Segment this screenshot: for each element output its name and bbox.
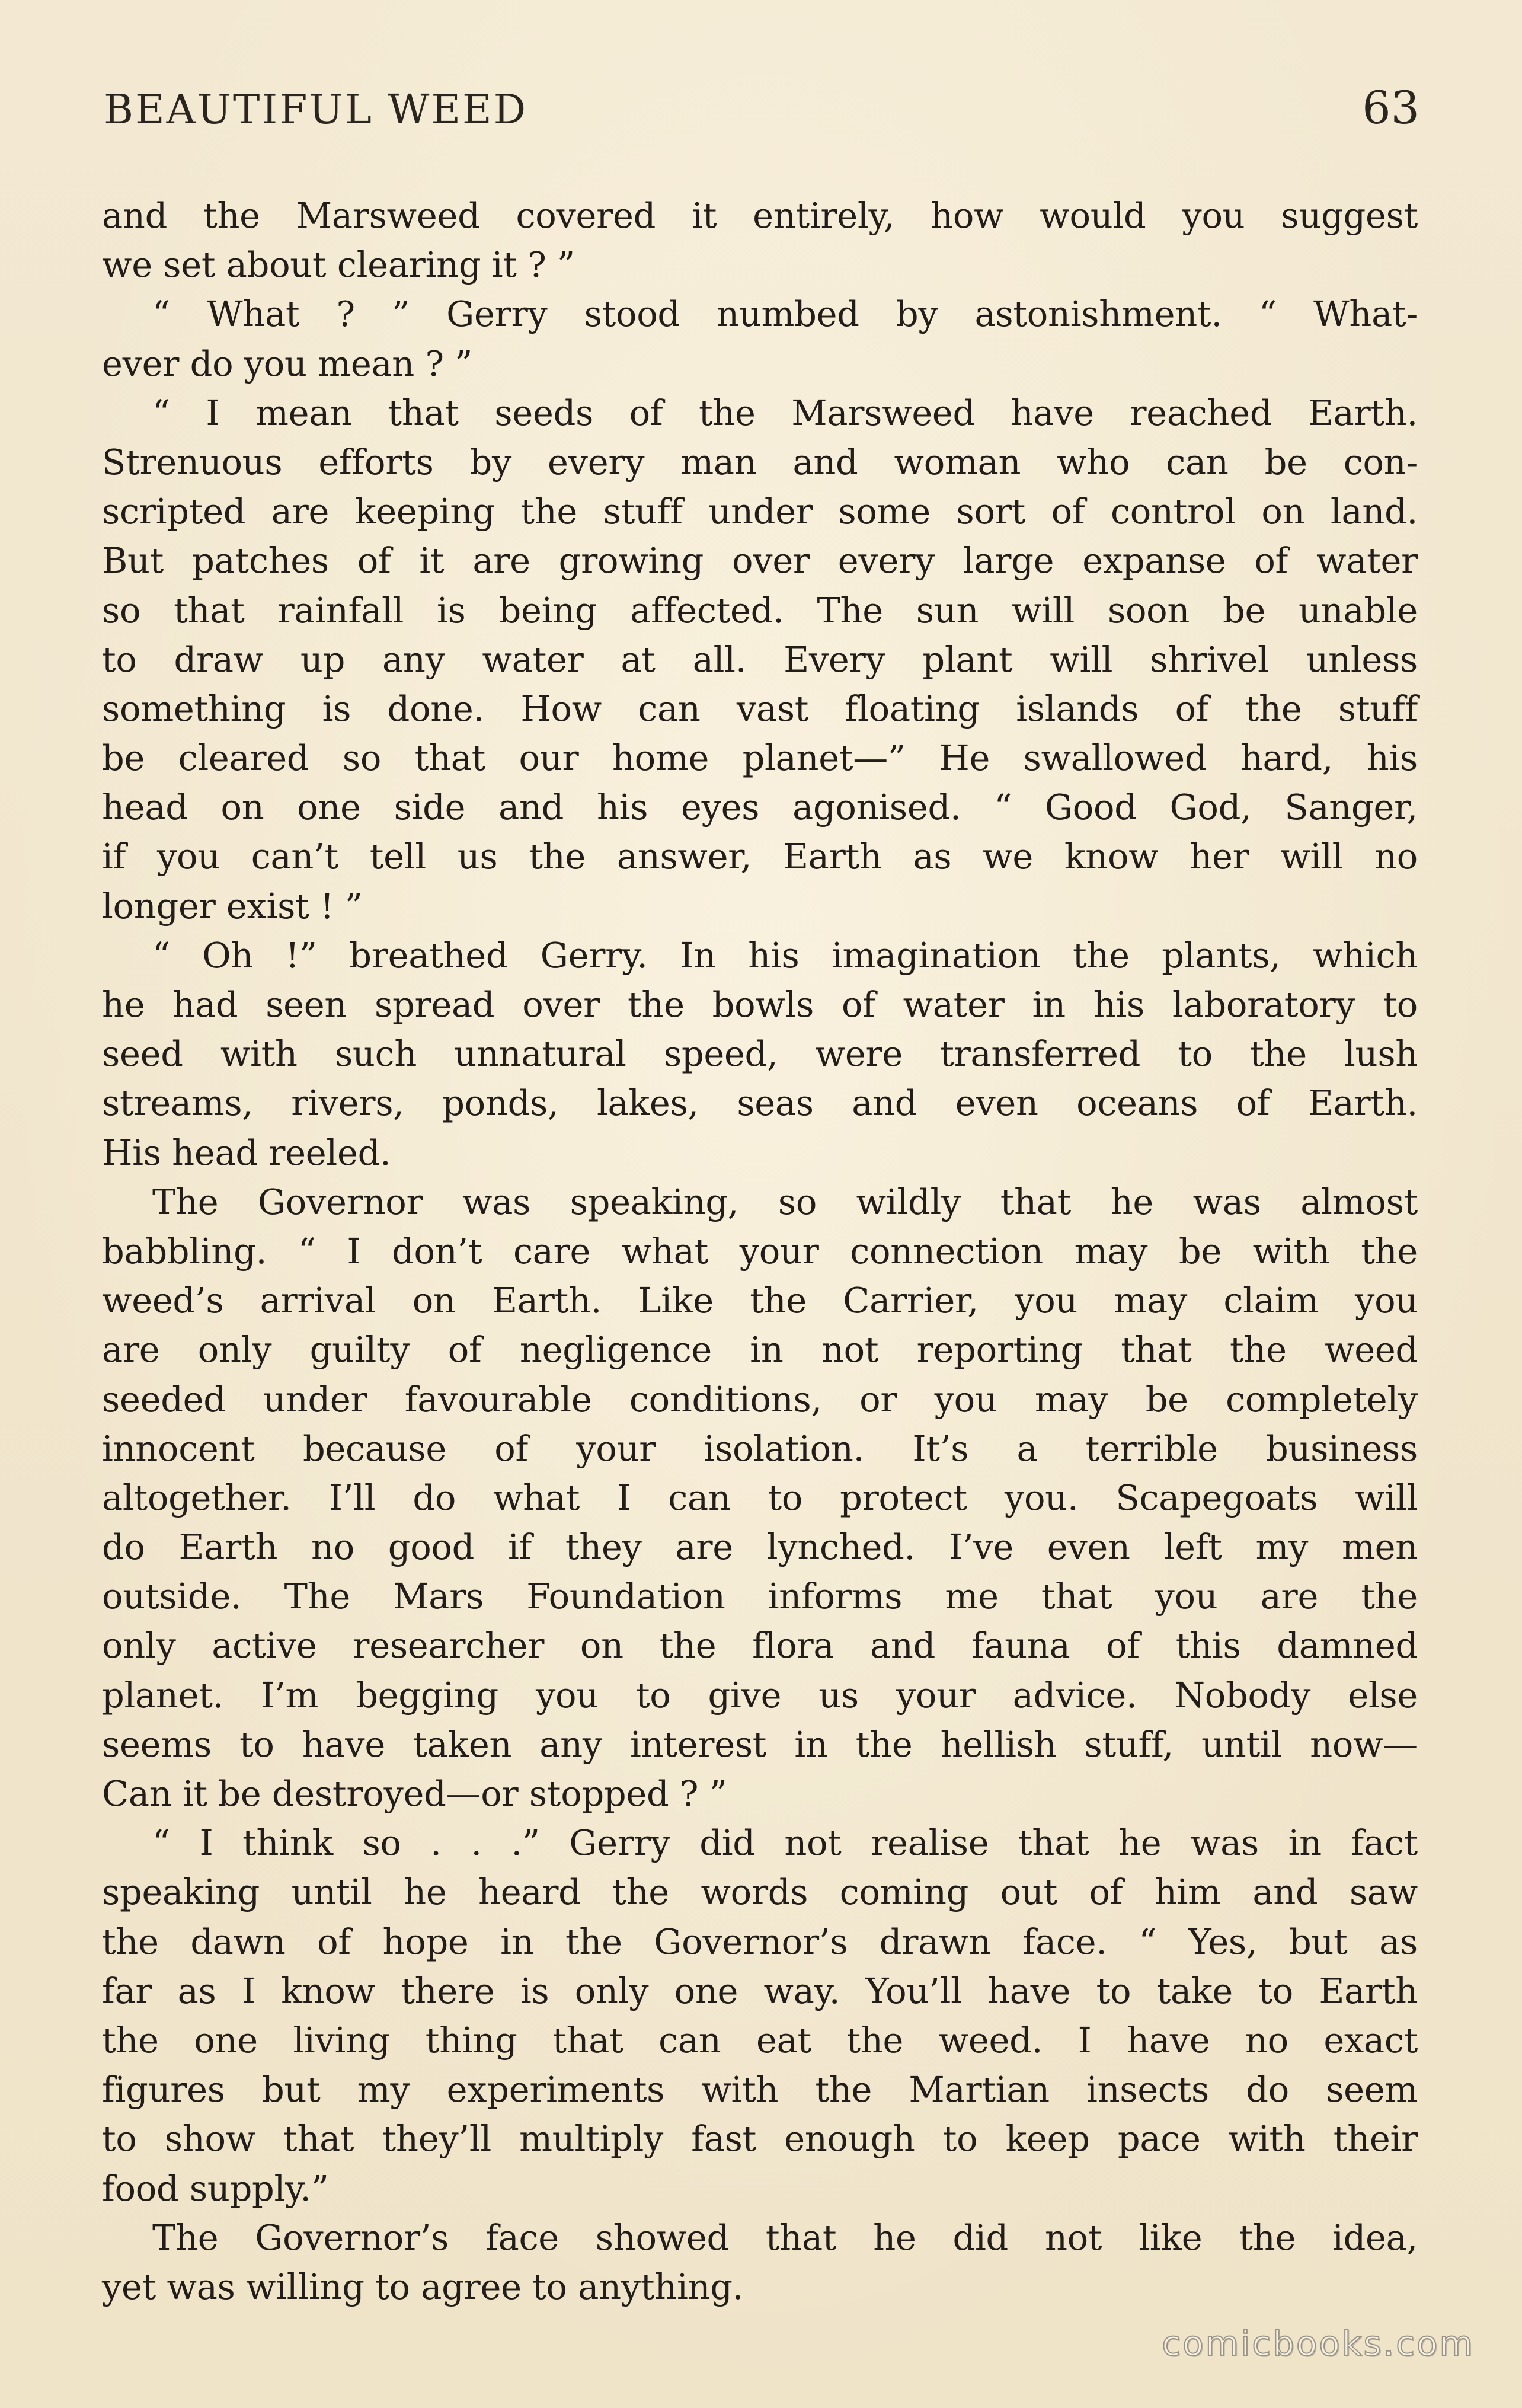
text-line: scripted are keeping the stuff under some sort of control on land.: [102, 491, 1418, 532]
page-number: 63: [1362, 81, 1419, 134]
text-line: we set about clearing it ? ”: [102, 244, 575, 286]
text-line: But patches of it are growing over every large expanse of water: [102, 540, 1418, 582]
text-line: are only guilty of negligence in not reporting that the weed: [102, 1329, 1418, 1371]
text-line: only active researcher on the flora and fauna of this damned: [102, 1625, 1418, 1666]
text-line: babbling. “ I don’t care what your connection may be with the: [102, 1230, 1418, 1272]
text-line: seeded under favourable conditions, or you may be completely: [102, 1378, 1418, 1420]
watermark-logo: comicbooks.com: [1162, 2323, 1475, 2364]
text-line: head on one side and his eyes agonised. “ Good God, Sanger,: [102, 787, 1418, 828]
text-line: “ I mean that seeds of the Marsweed have reached Earth.: [152, 392, 1418, 433]
text-line: seems to have taken any interest in the hellish stuff, until now—: [102, 1723, 1418, 1765]
text-line: he had seen spread over the bowls of water in his laboratory to: [102, 984, 1418, 1025]
text-line: Strenuous efforts by every man and woman who can be con-: [102, 441, 1418, 483]
text-line: “ I think so . . .” Gerry did not realise that he was in fact: [152, 1822, 1418, 1864]
text-line: if you can’t tell us the answer, Earth as we know her will no: [102, 836, 1418, 877]
text-line: figures but my experiments with the Martian insects do seem: [102, 2069, 1418, 2110]
text-line: the dawn of hope in the Governor’s drawn face. “ Yes, but as: [102, 1921, 1418, 1962]
text-line: to show that they’ll multiply fast enough to keep pace with their: [102, 2118, 1418, 2160]
text-line: seed with such unnatural speed, were transferred to the lush: [102, 1033, 1418, 1075]
text-line: altogether. I’ll do what I can to protect you. Scapegoats will: [102, 1477, 1418, 1518]
text-line: do Earth no good if they are lynched. I’ve even left my men: [102, 1526, 1418, 1568]
text-line: speaking until he heard the words coming out of him and saw: [102, 1872, 1418, 1913]
text-line: and the Marsweed covered it entirely, how would you suggest: [102, 195, 1418, 236]
text-line: longer exist ! ”: [102, 885, 363, 927]
text-line: food supply.”: [102, 2167, 329, 2209]
text-line: yet was willing to agree to anything.: [102, 2266, 744, 2307]
text-line: His head reeled.: [102, 1132, 391, 1173]
text-line: the one living thing that can eat the weed. I have no exact: [102, 2019, 1418, 2061]
text-line: streams, rivers, ponds, lakes, seas and even oceans of Earth.: [102, 1082, 1418, 1124]
text-line: to draw up any water at all. Every plant will shrivel unless: [102, 638, 1418, 680]
text-line: Can it be destroyed—or stopped ? ”: [102, 1773, 727, 1814]
text-line: “ What ? ” Gerry stood numbed by astonishment. “ What-: [152, 293, 1418, 335]
text-line: weed’s arrival on Earth. Like the Carrier, you may claim you: [102, 1280, 1418, 1321]
text-line: far as I know there is only one way. You’ll have to take to Earth: [102, 1970, 1418, 2011]
text-line: planet. I’m begging you to give us your advice. Nobody else: [102, 1674, 1418, 1716]
body-text: [102, 191, 1418, 2311]
running-title: BEAUTIFUL WEED: [104, 87, 528, 133]
text-line: The Governor’s face showed that he did not like the idea,: [152, 2217, 1418, 2258]
text-line: “ Oh !” breathed Gerry. In his imagination the plants, which: [152, 934, 1418, 976]
text-line: something is done. How can vast floating islands of the stuff: [102, 688, 1418, 729]
text-line: outside. The Mars Foundation informs me that you are the: [102, 1576, 1418, 1617]
text-line: The Governor was speaking, so wildly that he was almost: [152, 1181, 1418, 1222]
text-line: ever do you mean ? ”: [102, 343, 473, 384]
text-line: so that rainfall is being affected. The sun will soon be unable: [102, 589, 1418, 631]
running-header: [104, 83, 1419, 154]
text-line: be cleared so that our home planet—” He swallowed hard, his: [102, 737, 1418, 779]
text-line: innocent because of your isolation. It’s a terrible business: [102, 1427, 1418, 1469]
